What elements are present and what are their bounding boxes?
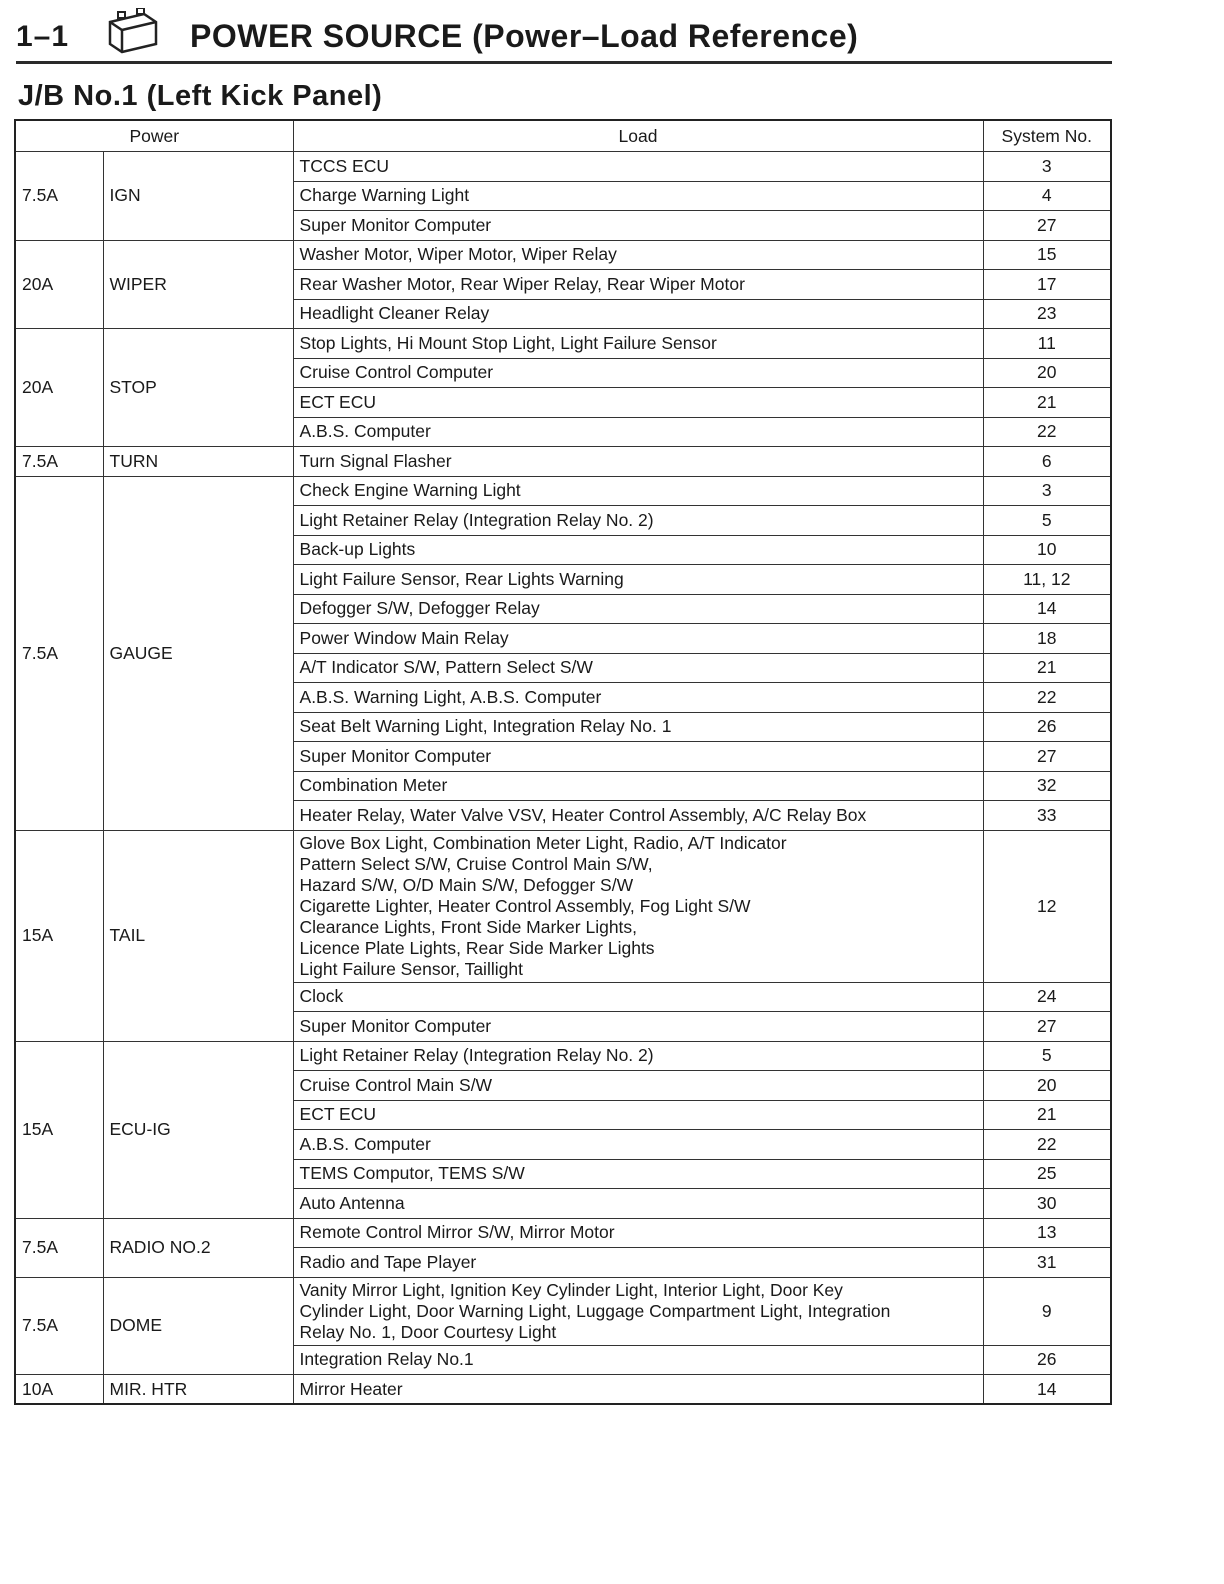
header-power: Power: [15, 120, 293, 152]
fuse-name: STOP: [103, 329, 293, 447]
load-cell: A.B.S. Computer: [293, 1130, 983, 1160]
load-cell: ECT ECU: [293, 1100, 983, 1130]
header-load: Load: [293, 120, 983, 152]
fuse-name: TAIL: [103, 830, 293, 1041]
page-title: POWER SOURCE (Power–Load Reference): [190, 18, 859, 54]
load-cell: Light Failure Sensor, Rear Lights Warning: [293, 565, 983, 595]
load-line: Relay No. 1, Door Courtesy Light: [299, 1321, 557, 1342]
system-number: 9: [983, 1277, 1111, 1345]
fuse-amperage: 7.5A: [15, 1218, 103, 1277]
system-number: 5: [983, 1041, 1111, 1071]
system-number: 5: [983, 506, 1111, 536]
load-cell: Back-up Lights: [293, 535, 983, 565]
load-cell: Clock: [293, 982, 983, 1012]
table-row: [15, 152, 1111, 182]
system-number: 30: [983, 1189, 1111, 1219]
load-cell: Seat Belt Warning Light, Integration Relay No. 1: [293, 712, 983, 742]
load-cell: A.B.S. Warning Light, A.B.S. Computer: [293, 683, 983, 713]
table-body: [15, 152, 1111, 1405]
power-load-table: [14, 119, 1112, 1405]
load-cell: Charge Warning Light: [293, 181, 983, 211]
table-row: [15, 1375, 1111, 1405]
load-line: Clearance Lights, Front Side Marker Lights,: [299, 916, 638, 937]
system-number: 17: [983, 270, 1111, 300]
table-row: [15, 1218, 1111, 1248]
system-number: 21: [983, 1100, 1111, 1130]
fuse-amperage: 20A: [15, 329, 103, 447]
fuse-name: TURN: [103, 447, 293, 477]
load-cell: Power Window Main Relay: [293, 624, 983, 654]
load-cell: Stop Lights, Hi Mount Stop Light, Light Failure Sensor: [293, 329, 983, 359]
table-row: [15, 830, 1111, 982]
load-cell: Headlight Cleaner Relay: [293, 299, 983, 329]
fuse-amperage: 7.5A: [15, 1277, 103, 1375]
system-number: 6: [983, 447, 1111, 477]
system-number: 27: [983, 211, 1111, 241]
table-row: [15, 447, 1111, 477]
system-number: 20: [983, 1071, 1111, 1101]
system-number: 27: [983, 742, 1111, 772]
load-cell: Light Retainer Relay (Integration Relay No. 2): [293, 506, 983, 536]
system-number: 27: [983, 1012, 1111, 1042]
system-number: 13: [983, 1218, 1111, 1248]
load-cell: ECT ECU: [293, 388, 983, 418]
page-number: 1–1: [16, 20, 70, 53]
section-title: J/B No.1 (Left Kick Panel): [18, 80, 383, 112]
system-number: 31: [983, 1248, 1111, 1278]
system-number: 4: [983, 181, 1111, 211]
load-cell: [293, 830, 983, 982]
system-number: 11, 12: [983, 565, 1111, 595]
fuse-name: DOME: [103, 1277, 293, 1375]
system-number: 10: [983, 535, 1111, 565]
system-number: 18: [983, 624, 1111, 654]
table-row: [15, 476, 1111, 506]
fuse-amperage: 15A: [15, 1041, 103, 1218]
system-number: 26: [983, 1345, 1111, 1375]
load-cell: Remote Control Mirror S/W, Mirror Motor: [293, 1218, 983, 1248]
system-number: 33: [983, 801, 1111, 831]
load-cell: Radio and Tape Player: [293, 1248, 983, 1278]
system-number: 21: [983, 653, 1111, 683]
load-cell: Defogger S/W, Defogger Relay: [293, 594, 983, 624]
load-line: Licence Plate Lights, Rear Side Marker Lights: [299, 937, 655, 958]
fuse-name: MIR. HTR: [103, 1375, 293, 1405]
fuse-amperage: 7.5A: [15, 447, 103, 477]
load-cell: TCCS ECU: [293, 152, 983, 182]
load-line: Hazard S/W, O/D Main S/W, Defogger S/W: [299, 874, 634, 895]
load-cell: A.B.S. Computer: [293, 417, 983, 447]
battery-icon: [104, 8, 160, 54]
fuse-name: RADIO NO.2: [103, 1218, 293, 1277]
load-cell: A/T Indicator S/W, Pattern Select S/W: [293, 653, 983, 683]
load-cell: TEMS Computor, TEMS S/W: [293, 1159, 983, 1189]
load-cell: Combination Meter: [293, 771, 983, 801]
fuse-name: WIPER: [103, 240, 293, 329]
load-cell: Super Monitor Computer: [293, 742, 983, 772]
fuse-amperage: 7.5A: [15, 476, 103, 830]
load-line: Cigarette Lighter, Heater Control Assembly, Fog Light S/W: [299, 895, 751, 916]
load-cell: Cruise Control Main S/W: [293, 1071, 983, 1101]
load-cell: Super Monitor Computer: [293, 211, 983, 241]
fuse-amperage: 15A: [15, 830, 103, 1041]
header-rule: [16, 61, 1112, 64]
load-cell: Light Retainer Relay (Integration Relay No. 2): [293, 1041, 983, 1071]
system-number: 26: [983, 712, 1111, 742]
load-line: Light Failure Sensor, Taillight: [299, 958, 523, 979]
system-number: 3: [983, 476, 1111, 506]
system-number: 32: [983, 771, 1111, 801]
system-number: 25: [983, 1159, 1111, 1189]
system-number: 14: [983, 594, 1111, 624]
system-number: 20: [983, 358, 1111, 388]
system-number: 23: [983, 299, 1111, 329]
fuse-amperage: 10A: [15, 1375, 103, 1405]
load-line: Glove Box Light, Combination Meter Light, Radio, A/T Indicator: [299, 832, 787, 853]
table-row: [15, 1041, 1111, 1071]
fuse-name: IGN: [103, 152, 293, 241]
load-cell: Rear Washer Motor, Rear Wiper Relay, Rear Wiper Motor: [293, 270, 983, 300]
load-cell: Auto Antenna: [293, 1189, 983, 1219]
header-system-no: System No.: [983, 120, 1111, 152]
load-cell: Cruise Control Computer: [293, 358, 983, 388]
system-number: 15: [983, 240, 1111, 270]
load-cell: Turn Signal Flasher: [293, 447, 983, 477]
system-number: 14: [983, 1375, 1111, 1405]
load-cell: Washer Motor, Wiper Motor, Wiper Relay: [293, 240, 983, 270]
load-cell: Heater Relay, Water Valve VSV, Heater Control Assembly, A/C Relay Box: [293, 801, 983, 831]
load-line: Pattern Select S/W, Cruise Control Main S/W,: [299, 853, 653, 874]
table-row: [15, 1277, 1111, 1345]
system-number: 22: [983, 1130, 1111, 1160]
table-row: [15, 240, 1111, 270]
fuse-amperage: 7.5A: [15, 152, 103, 241]
system-number: 3: [983, 152, 1111, 182]
table-row: [15, 329, 1111, 359]
load-cell: Mirror Heater: [293, 1375, 983, 1405]
fuse-amperage: 20A: [15, 240, 103, 329]
system-number: 21: [983, 388, 1111, 418]
system-number: 22: [983, 683, 1111, 713]
load-cell: [293, 1277, 983, 1345]
load-line: Cylinder Light, Door Warning Light, Luggage Compartment Light, Integration: [299, 1300, 891, 1321]
system-number: 22: [983, 417, 1111, 447]
load-cell: Check Engine Warning Light: [293, 476, 983, 506]
fuse-name: GAUGE: [103, 476, 293, 830]
system-number: 24: [983, 982, 1111, 1012]
load-line: Vanity Mirror Light, Ignition Key Cylinder Light, Interior Light, Door Key: [299, 1279, 843, 1300]
fuse-name: ECU-IG: [103, 1041, 293, 1218]
load-cell: Integration Relay No.1: [293, 1345, 983, 1375]
system-number: 11: [983, 329, 1111, 359]
load-cell: Super Monitor Computer: [293, 1012, 983, 1042]
system-number: 12: [983, 830, 1111, 982]
